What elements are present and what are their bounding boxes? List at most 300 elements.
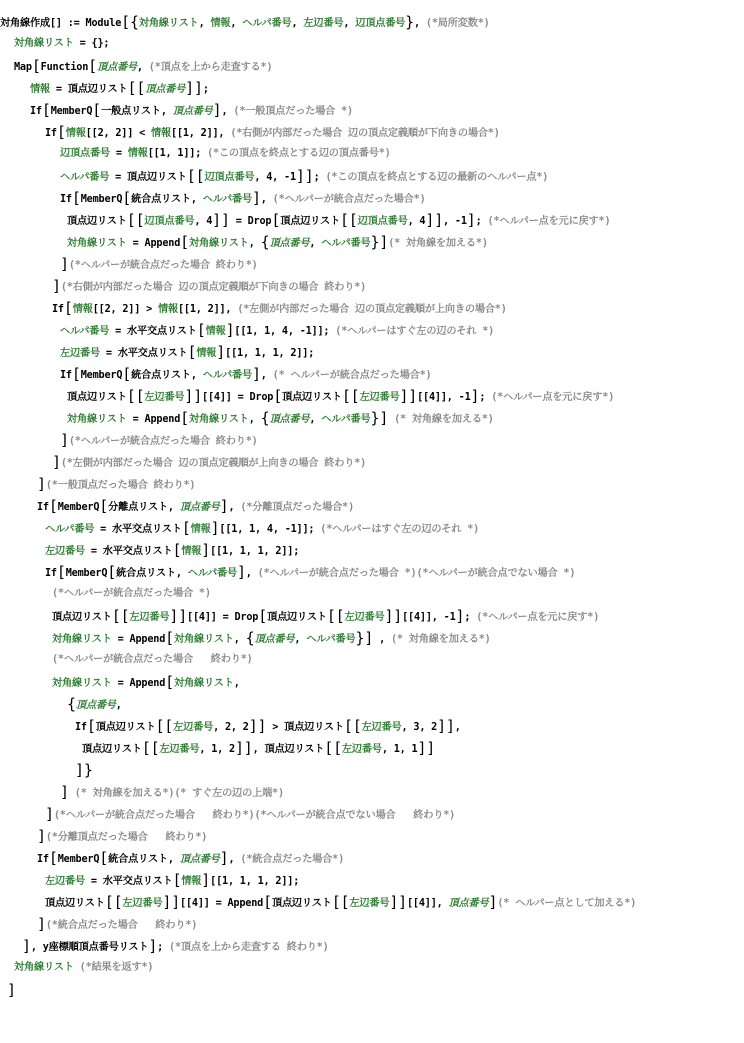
code-token: If xyxy=(45,568,57,579)
code-bracket: ]] xyxy=(162,893,181,911)
code-variable: 辺頂点番号 xyxy=(144,216,195,227)
code-token: = 頂点辺リスト xyxy=(49,84,128,95)
code-token: ; xyxy=(475,216,488,227)
code-variable: ヘルパ番号 xyxy=(45,524,95,535)
code-variable: 情報 xyxy=(157,304,178,315)
code-token: , xyxy=(291,18,304,29)
code-token: , xyxy=(233,634,246,645)
code-bracket: ] xyxy=(52,453,61,471)
code-token: 統合点リスト xyxy=(131,370,191,381)
code-bracket: } xyxy=(83,761,93,779)
code-variable: 対角線リスト xyxy=(67,238,127,249)
code-bracket: [[ xyxy=(326,607,345,625)
code-token: 頂点辺リスト xyxy=(82,744,142,755)
code-token: , xyxy=(136,62,149,73)
code-token: , xyxy=(30,942,43,953)
code-variable: 情報 xyxy=(127,148,148,159)
code-bracket: ] xyxy=(455,607,465,625)
code-token: 頂点辺リスト xyxy=(95,722,156,733)
code-bracket: ] xyxy=(219,497,229,515)
code-line xyxy=(0,275,744,297)
code-token: , xyxy=(309,414,322,425)
code-bracket: [ xyxy=(258,607,268,625)
code-line xyxy=(0,363,744,385)
code-token: [[4]], -1 xyxy=(402,612,456,623)
code-line xyxy=(0,869,744,891)
code-token: ; xyxy=(157,942,170,953)
code-line xyxy=(0,957,744,979)
code-bracket: [[ xyxy=(186,167,205,185)
code-variable: 対角線リスト xyxy=(188,238,249,249)
code-token: , xyxy=(221,106,234,117)
code-comment: (*ヘルパー点を元に戻す*) xyxy=(487,216,611,227)
code-bracket: [ xyxy=(107,563,117,581)
code-line xyxy=(0,781,744,803)
code-line xyxy=(0,561,744,583)
code-line xyxy=(0,319,744,341)
code-bracket: [ xyxy=(181,519,191,537)
code-bracket: ] xyxy=(251,365,261,383)
code-token: , xyxy=(167,502,180,513)
code-bracket: ] xyxy=(201,541,211,559)
code-token: , xyxy=(198,18,211,29)
code-variable: 情報 xyxy=(181,546,202,557)
code-variable: 頂点番号 xyxy=(179,854,220,865)
code-bracket: [[ xyxy=(339,211,358,229)
code-token: [[2, 2]] < xyxy=(85,128,151,139)
code-token: , 4, -1 xyxy=(254,172,296,183)
code-bracket: [ xyxy=(71,365,81,383)
code-comment: (* 対角線を加える*) xyxy=(391,634,491,645)
code-comment: (*一般頂点だった場合 終わり*) xyxy=(45,480,196,491)
code-bracket: [ xyxy=(56,563,66,581)
code-token: 頂点辺リスト xyxy=(67,392,127,403)
code-variable: 情報 xyxy=(30,84,50,95)
code-comment: (*ヘルパーが統合点だった場合 終わり*)(*ヘルパーが統合点でない場合 終わり*) xyxy=(53,810,456,821)
code-token: , xyxy=(230,18,243,29)
code-variable: 情報 xyxy=(181,876,202,887)
code-token: 頂点辺リスト xyxy=(267,612,327,623)
code-bracket: ] xyxy=(470,387,480,405)
code-token: If xyxy=(60,194,72,205)
code-comment: (*ヘルパーが統合点だった場合 終わり*) xyxy=(68,260,258,271)
code-line xyxy=(0,385,744,407)
code-line xyxy=(0,473,744,495)
code-token: 統合点リスト xyxy=(131,194,191,205)
code-bracket: [[ xyxy=(141,739,160,757)
code-variable: 対角線リスト xyxy=(173,678,234,689)
code-bracket: ] xyxy=(7,981,16,999)
code-bracket: ] xyxy=(37,827,46,845)
code-token: [[1, 1, 4, -1]]; xyxy=(219,524,321,535)
code-variable: 頂点番号 xyxy=(269,414,310,425)
code-variable: ヘルパ番号 xyxy=(321,414,371,425)
code-token: , xyxy=(248,414,261,425)
code-bracket: ] xyxy=(22,937,31,955)
code-token: [[1, 1, 1, 2]]; xyxy=(225,348,315,359)
code-token: ; xyxy=(202,84,209,95)
code-token: If xyxy=(60,370,72,381)
code-token: = {}; xyxy=(73,38,110,49)
code-bracket: ] xyxy=(236,563,246,581)
code-token: MemberQ xyxy=(57,502,100,513)
code-bracket: [ xyxy=(165,673,174,691)
code-line xyxy=(0,429,744,451)
code-token: , xyxy=(190,370,203,381)
code-token: If xyxy=(37,854,49,865)
code-variable: 左辺番号 xyxy=(159,744,200,755)
code-variable: 頂点番号 xyxy=(254,634,295,645)
code-line xyxy=(0,187,744,209)
code-bracket: ] xyxy=(60,783,69,801)
code-token: [[2, 2]] > xyxy=(92,304,158,315)
code-token: , -1 xyxy=(443,216,467,227)
code-bracket: [[ xyxy=(111,607,130,625)
code-token: , xyxy=(454,722,461,733)
code-variable: 頂点番号 xyxy=(269,238,310,249)
code-token: If xyxy=(37,502,49,513)
code-variable: 対角線リスト xyxy=(52,634,112,645)
code-comment: (*分離頂点だった場合 終わり*) xyxy=(45,832,208,843)
code-variable: 対角線リスト xyxy=(138,18,199,29)
code-token: MemberQ xyxy=(65,568,108,579)
code-comment: (*統合点だった場合*) xyxy=(240,854,345,865)
code-token: 統合点リスト xyxy=(116,568,176,579)
code-line xyxy=(0,891,744,913)
code-comment: (*頂点を上から走査する*) xyxy=(148,62,273,73)
code-token: 頂点辺リスト xyxy=(280,216,340,227)
code-variable: 頂点番号 xyxy=(179,502,220,513)
code-bracket: [[ xyxy=(331,893,350,911)
code-token: , xyxy=(175,568,188,579)
code-bracket: ]] xyxy=(389,893,407,911)
code-bracket: ]] xyxy=(417,739,436,757)
code-line xyxy=(0,605,744,627)
code-token: [[4]], -1 xyxy=(417,392,471,403)
code-token: , xyxy=(248,238,261,249)
code-variable: ヘルパ番号 xyxy=(60,326,110,337)
code-comment: (*局所変数*) xyxy=(425,18,490,29)
code-token: , xyxy=(228,854,241,865)
code-token: If xyxy=(52,304,64,315)
code-token: , 4 xyxy=(407,216,426,227)
code-token: y座標順頂点番号リスト xyxy=(42,942,149,953)
code-bracket: [ xyxy=(122,365,132,383)
code-bracket: ] xyxy=(52,277,61,295)
code-bracket: ] xyxy=(148,937,158,955)
code-token: [[1, 1]]; xyxy=(147,148,208,159)
code-bracket: ] xyxy=(379,233,389,251)
code-comment: (*ヘルパーはすぐ左の辺のそれ *) xyxy=(335,326,495,337)
code-token: , xyxy=(190,194,203,205)
code-token: 頂点辺リスト xyxy=(271,898,332,909)
code-bracket: [ xyxy=(99,497,109,515)
code-line xyxy=(0,517,744,539)
code-comment: (*頂点を上から走査する 終わり*) xyxy=(169,942,329,953)
code-comment: (* ヘルパー点として加える*) xyxy=(497,898,637,909)
code-variable: ヘルパ番号 xyxy=(187,568,237,579)
code-line xyxy=(0,99,744,121)
code-line xyxy=(0,693,744,715)
code-bracket: [ xyxy=(273,387,283,405)
code-line xyxy=(0,737,744,759)
code-variable: 左辺番号 xyxy=(361,722,402,733)
code-bracket: ] xyxy=(466,211,476,229)
code-bracket: [ xyxy=(71,189,81,207)
code-token: = 頂点辺リスト xyxy=(109,172,187,183)
code-bracket: { xyxy=(129,13,139,31)
code-bracket: ] xyxy=(45,805,54,823)
code-token: > 頂点辺リスト xyxy=(266,722,344,733)
code-token: Map xyxy=(14,62,32,73)
code-line xyxy=(0,407,744,429)
code-line xyxy=(0,11,744,33)
code-line xyxy=(0,253,744,275)
code-bracket: [ xyxy=(86,717,96,735)
code-bracket: [[ xyxy=(155,717,174,735)
code-comment: (*結果を返す*) xyxy=(79,962,154,973)
code-comment: (*左側が内部だった場合 辺の頂点定義順が上向きの場合 終わり*) xyxy=(60,458,367,469)
code-variable: 情報 xyxy=(196,348,217,359)
code-bracket: [ xyxy=(31,57,41,75)
code-token: = Drop xyxy=(229,216,272,227)
code-variable: 左辺番号 xyxy=(45,876,85,887)
code-token: , 2, 2 xyxy=(213,722,249,733)
code-bracket: [ xyxy=(172,541,182,559)
code-bracket: ] xyxy=(212,101,222,119)
code-variable: 左辺番号 xyxy=(303,18,344,29)
code-variable: 情報 xyxy=(190,524,211,535)
code-bracket: } xyxy=(405,13,415,31)
code-bracket: [ xyxy=(180,233,189,251)
code-variable: 対角線リスト xyxy=(14,38,74,49)
code-token: [[4]] = Drop xyxy=(202,392,274,403)
code-bracket: ] xyxy=(225,321,235,339)
code-line xyxy=(0,913,744,935)
code-comment: (* 対角線を加える*) xyxy=(388,238,488,249)
code-bracket: ] xyxy=(60,255,69,273)
code-bracket: ] xyxy=(37,475,46,493)
code-token: = 水平交点リスト xyxy=(84,876,173,887)
code-line xyxy=(0,583,744,605)
code-variable: 左辺番号 xyxy=(45,546,85,557)
code-line xyxy=(0,649,744,671)
code-token: , 3, 2 xyxy=(401,722,438,733)
code-bracket: } xyxy=(370,409,380,427)
code-bracket: [[ xyxy=(324,739,342,757)
code-bracket: ] xyxy=(216,343,226,361)
code-variable: 頂点番号 xyxy=(172,106,213,117)
code-bracket: ] xyxy=(60,431,69,449)
code-bracket: [ xyxy=(99,849,109,867)
code-variable: 辺頂点番号 xyxy=(355,18,406,29)
code-token: MemberQ xyxy=(80,370,123,381)
code-line xyxy=(0,77,744,99)
code-bracket: ]] xyxy=(248,717,267,735)
code-line xyxy=(0,209,744,231)
code-bracket: [ xyxy=(263,893,272,911)
code-token: , xyxy=(373,634,391,645)
code-bracket: ]] xyxy=(399,387,418,405)
code-comment: (*ヘルパーはすぐ左の辺のそれ *) xyxy=(320,524,480,535)
code-comment: (*この頂点を終点とする辺の最新のヘルパー点*) xyxy=(325,172,549,183)
code-token: 統合点リスト xyxy=(108,854,168,865)
code-variable: 情報 xyxy=(210,18,231,29)
code-bracket: ]] xyxy=(212,211,230,229)
code-token: = 水平交点リスト xyxy=(84,546,173,557)
code-bracket: { xyxy=(67,695,76,713)
code-token: , xyxy=(309,238,322,249)
code-token: MemberQ xyxy=(80,194,123,205)
code-bracket: [[ xyxy=(341,387,360,405)
code-variable: 頂点番号 xyxy=(96,62,137,73)
code-bracket: ]] xyxy=(295,167,314,185)
code-token: , 1, 1 xyxy=(381,744,418,755)
code-token: = Append xyxy=(111,634,166,645)
code-bracket: [ xyxy=(63,299,73,317)
code-cell[interactable] xyxy=(0,11,744,1001)
code-comment: (*ヘルパー点を元に戻す*) xyxy=(476,612,600,623)
code-bracket: [ xyxy=(48,849,58,867)
code-token: = 水平交点リスト xyxy=(94,524,182,535)
code-bracket: [ xyxy=(41,101,51,119)
code-variable: 左辺番号 xyxy=(144,392,185,403)
code-variable: 辺頂点番号 xyxy=(60,148,110,159)
code-token: 頂点辺リスト xyxy=(282,392,342,403)
code-bracket: { xyxy=(260,233,270,251)
code-line xyxy=(0,121,744,143)
code-comment: (*この頂点を終点とする辺の頂点番号*) xyxy=(207,148,391,159)
code-comment: (*左側が内部だった場合 辺の頂点定義順が上向きの場合*) xyxy=(237,304,507,315)
code-bracket: [ xyxy=(56,123,66,141)
code-comment: (*ヘルパーが統合点だった場合 終わり*) xyxy=(68,436,258,447)
code-token: = xyxy=(109,148,128,159)
code-variable: 対角線リスト xyxy=(52,678,112,689)
code-token: , xyxy=(343,18,356,29)
code-bracket: ]] xyxy=(185,79,203,97)
code-token: , xyxy=(115,700,122,711)
code-line xyxy=(0,495,744,517)
code-line xyxy=(0,33,744,55)
code-bracket: ] xyxy=(219,849,229,867)
code-bracket: [ xyxy=(187,343,197,361)
code-bracket: ] xyxy=(364,629,374,647)
code-variable: 頂点番号 xyxy=(75,700,116,711)
code-token: = 水平交点リスト xyxy=(99,348,188,359)
code-bracket: ]] xyxy=(384,607,403,625)
code-variable: 対角線リスト xyxy=(67,414,127,425)
code-comment: (*ヘルパーが統合点だった場合*) xyxy=(272,194,426,205)
code-bracket: ]] xyxy=(169,607,188,625)
code-variable: 辺頂点番号 xyxy=(204,172,255,183)
code-line xyxy=(0,847,744,869)
code-variable: ヘルパ番号 xyxy=(60,172,110,183)
code-token: , xyxy=(260,370,273,381)
code-variable: 左辺番号 xyxy=(60,348,100,359)
code-variable: ヘルパ番号 xyxy=(321,238,371,249)
code-line xyxy=(0,341,744,363)
code-token: ; xyxy=(313,172,326,183)
code-token: MemberQ xyxy=(57,854,100,865)
code-token: [[1, 1, 1, 2]]; xyxy=(210,546,300,557)
code-token: [[4]] = Append xyxy=(180,898,264,909)
code-bracket: [ xyxy=(180,409,189,427)
code-bracket: ] xyxy=(201,871,211,889)
code-token: Function xyxy=(40,62,89,73)
code-token: , xyxy=(228,502,241,513)
code-variable: 対角線リスト xyxy=(173,634,234,645)
code-bracket: [ xyxy=(88,57,97,75)
code-variable: ヘルパ番号 xyxy=(202,370,252,381)
code-comment: (*ヘルパーが統合点だった場合 *) xyxy=(52,588,211,599)
code-token: , xyxy=(294,634,307,645)
code-token: ; xyxy=(464,612,477,623)
code-line xyxy=(0,671,744,693)
code-token: 頂点辺リスト xyxy=(45,898,105,909)
code-variable: 情報 xyxy=(205,326,226,337)
code-token: , xyxy=(167,854,180,865)
code-token: , 4 xyxy=(194,216,213,227)
code-token: 分離点リスト xyxy=(108,502,168,513)
code-bracket: [ xyxy=(271,211,281,229)
code-bracket: [ xyxy=(92,101,102,119)
code-variable: 頂点番号 xyxy=(448,898,489,909)
code-bracket: { xyxy=(260,409,270,427)
code-variable: 辺頂点番号 xyxy=(357,216,408,227)
code-token: = Append xyxy=(126,414,181,425)
code-token: If xyxy=(30,106,42,117)
code-bracket: [[ xyxy=(104,893,123,911)
code-token: = 水平交点リスト xyxy=(109,326,197,337)
code-token: [[4]] = Drop xyxy=(187,612,259,623)
code-bracket: [ xyxy=(196,321,206,339)
code-token: If xyxy=(45,128,57,139)
code-bracket: [ xyxy=(121,13,130,31)
code-comment: (*ヘルパーが統合点だった場合 *)(*ヘルパーが統合点でない場合 *) xyxy=(257,568,576,579)
code-bracket: [ xyxy=(165,629,174,647)
code-comment: (* ヘルパーが統合点だった場合*) xyxy=(272,370,432,381)
code-comment: (*ヘルパーが統合点だった場合 終わり*) xyxy=(52,654,253,665)
code-token: 頂点辺リスト xyxy=(52,612,112,623)
code-bracket: ] xyxy=(210,519,220,537)
code-token: = Append xyxy=(111,678,166,689)
code-line xyxy=(0,979,744,1001)
code-bracket: [[ xyxy=(343,717,362,735)
code-variable: 左辺番号 xyxy=(349,898,390,909)
code-bracket: [ xyxy=(48,497,58,515)
code-token: , xyxy=(233,678,240,689)
code-token: , 1, 2 xyxy=(199,744,235,755)
code-variable: 情報 xyxy=(65,128,86,139)
code-token: , xyxy=(160,106,173,117)
code-bracket: [ xyxy=(172,871,182,889)
code-line xyxy=(0,231,744,253)
code-variable: ヘルパ番号 xyxy=(202,194,252,205)
code-line xyxy=(0,143,744,165)
code-token: , xyxy=(245,568,258,579)
code-bracket: ] xyxy=(379,409,389,427)
code-variable: ヘルパ番号 xyxy=(242,18,292,29)
code-variable: 対角線リスト xyxy=(14,962,74,973)
code-comment: (* 対角線を加える*)(* すぐ左の辺の上端*) xyxy=(74,788,284,799)
code-bracket: ]] xyxy=(437,717,455,735)
code-variable: 左辺番号 xyxy=(122,898,163,909)
code-token: [[1, 2]], xyxy=(170,128,231,139)
code-line xyxy=(0,803,744,825)
code-line xyxy=(0,825,744,847)
code-token: = Append xyxy=(126,238,181,249)
code-token: [[4]], xyxy=(406,898,449,909)
